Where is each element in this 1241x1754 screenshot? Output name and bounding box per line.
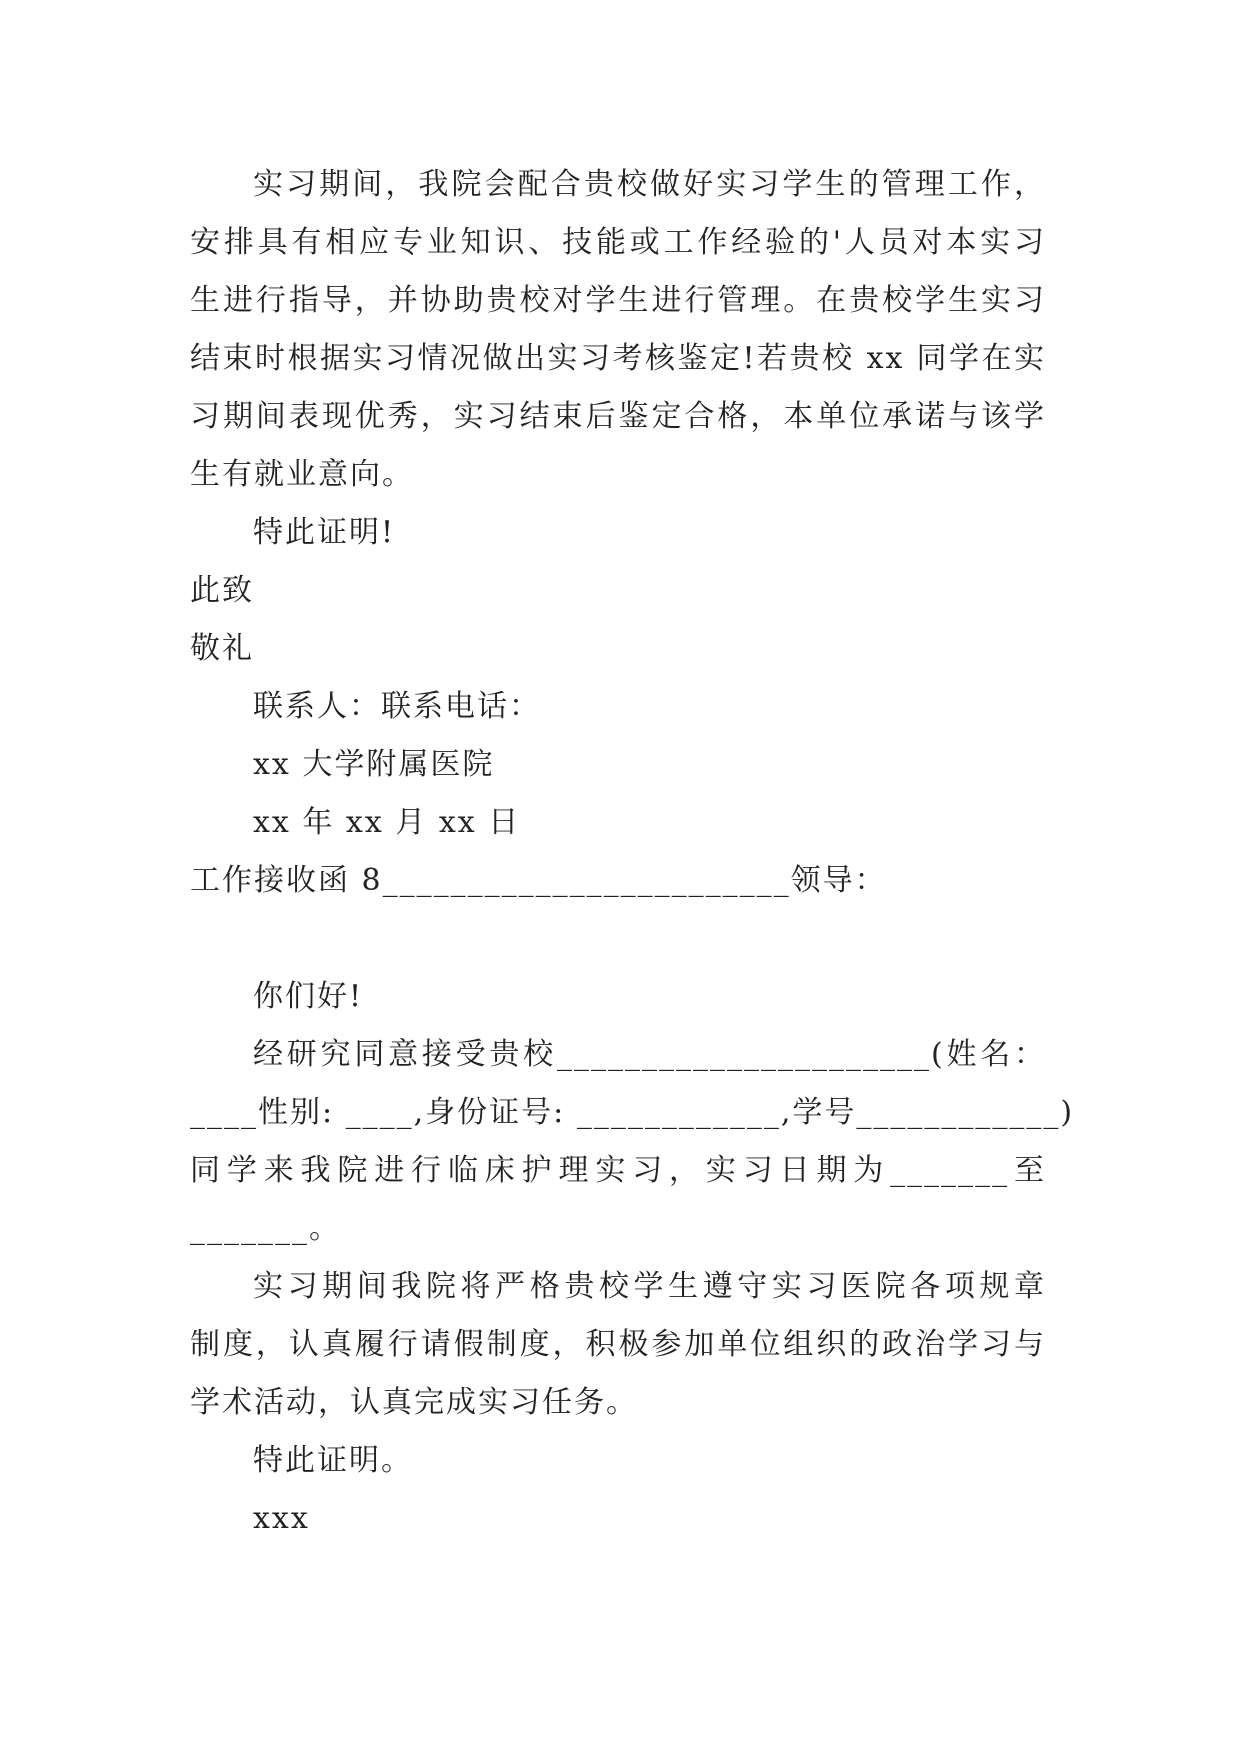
form-line: 经研究同意接受贵校______________________(姓名： bbox=[253, 1037, 1046, 1072]
contact-line: 联系人：联系电话： bbox=[253, 689, 541, 724]
signature-organization: xx 大学附属医院 bbox=[253, 747, 495, 782]
form-line: 同学来我院进行临床护理实习，实习日期为_______至 bbox=[190, 1153, 1046, 1188]
paragraph-line: 安排具有相应专业知识、技能或工作经验的'人员对本实习 bbox=[190, 225, 1046, 260]
signature-date: xx 年 xx 月 xx 日 bbox=[253, 805, 521, 840]
form-line: _______。 bbox=[190, 1211, 341, 1246]
closing-statement: 特此证明。 bbox=[253, 1443, 413, 1478]
paragraph-line: 生有就业意向。 bbox=[190, 457, 414, 492]
form-line: ____性别: ____,身份证号: ____________,学号____________) bbox=[190, 1095, 1075, 1130]
salutation-line: 此致 bbox=[190, 573, 254, 608]
paragraph-line: 实习期间我院将严格贵校学生遵守实习医院各项规章 bbox=[253, 1269, 1046, 1304]
section-heading: 工作接收函 8________________________领导： bbox=[190, 863, 887, 898]
paragraph-line: 实习期间，我院会配合贵校做好实习学生的管理工作， bbox=[253, 167, 1046, 202]
paragraph-line: 学术活动，认真完成实习任务。 bbox=[190, 1385, 638, 1420]
paragraph-line: 结束时根据实习情况做出实习考核鉴定!若贵校 xx 同学在实 bbox=[190, 341, 1046, 376]
greeting: 你们好! bbox=[253, 979, 364, 1014]
paragraph-line: 习期间表现优秀，实习结束后鉴定合格，本单位承诺与该学 bbox=[190, 399, 1046, 434]
paragraph-line: 生进行指导，并协助贵校对学生进行管理。在贵校学生实习 bbox=[190, 283, 1046, 318]
closing-statement: 特此证明! bbox=[253, 515, 396, 550]
salutation-line: 敬礼 bbox=[190, 631, 254, 666]
signature-name: xxx bbox=[253, 1501, 310, 1536]
paragraph-line: 制度，认真履行请假制度，积极参加单位组织的政治学习与 bbox=[190, 1327, 1046, 1362]
